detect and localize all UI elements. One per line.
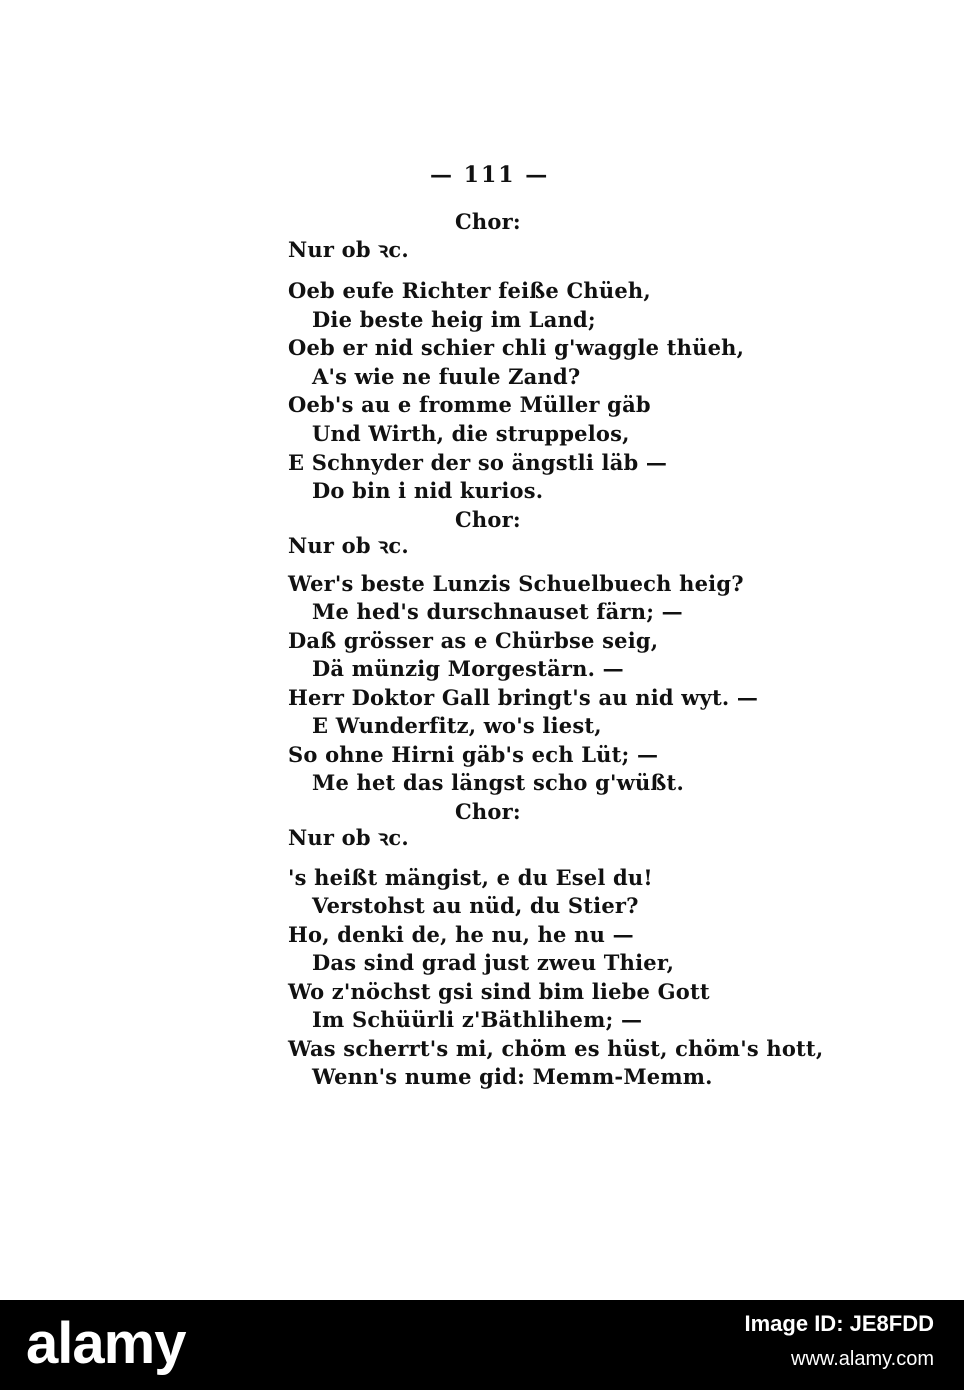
verse-line: 's heißt mängist, e du Esel du! (288, 865, 653, 890)
verse-line: Die beste heig im Land; (312, 307, 596, 332)
watermark-bar (0, 1300, 964, 1390)
verse-line: Nur ob ꝛc. (288, 237, 409, 262)
verse-line: Ho, denki de, he nu, he nu — (288, 922, 634, 947)
verse-line: Oeb er nid schier chli g'waggle thüeh, (288, 335, 745, 360)
verse-line: Nur ob ꝛc. (288, 825, 409, 850)
verse-line: Das sind grad just zweu Thier, (312, 950, 675, 975)
verse-line: Do bin i nid kurios. (312, 478, 544, 503)
verse-line: Oeb eufe Richter feiße Chüeh, (288, 278, 651, 303)
image-id: Image ID: JE8FDD (744, 1311, 934, 1336)
verse-line: Wo z'nöchst gsi sind bim liebe Gott (288, 979, 710, 1004)
verse-line: Verstohst au nüd, du Stier? (312, 893, 639, 918)
verse-line: Oeb's au e fromme Müller gäb (288, 392, 651, 417)
verse-line: Me het das längst scho g'wüßt. (312, 770, 684, 795)
verse-line: E Schnyder der so ängstli läb — (288, 450, 668, 475)
verse-line: Im Schüürli z'Bäthlihem; — (312, 1007, 643, 1032)
chorus-heading: Chor: (455, 799, 521, 824)
verse-line: Wenn's nume gid: Memm-Memm. (312, 1064, 713, 1089)
verse-line: Herr Doktor Gall bringt's au nid wyt. — (288, 685, 759, 710)
verse-line: So ohne Hirni gäb's ech Lüt; — (288, 742, 659, 767)
chorus-heading: Chor: (455, 209, 521, 234)
verse-line: Nur ob ꝛc. (288, 533, 409, 558)
verse-line: Daß grösser as e Chürbse seig, (288, 628, 659, 653)
verse-line: E Wunderfitz, wo's liest, (312, 713, 602, 738)
chorus-heading: Chor: (455, 507, 521, 532)
page-number: — 111 — (430, 162, 550, 188)
watermark-url: www.alamy.com (791, 1348, 934, 1370)
alamy-logo: alamy (26, 1311, 186, 1376)
verse-line: Was scherrt's mi, chöm es hüst, chöm's hott, (288, 1036, 824, 1061)
verse-line: Dä münzig Morgestärn. — (312, 656, 624, 681)
verse-line: Und Wirth, die struppelos, (312, 421, 630, 446)
verse-line: A's wie ne fuule Zand? (312, 364, 581, 389)
verse-line: Wer's beste Lunzis Schuelbuech heig? (288, 571, 744, 596)
verse-line: Me hed's durschnauset färn; — (312, 599, 683, 624)
